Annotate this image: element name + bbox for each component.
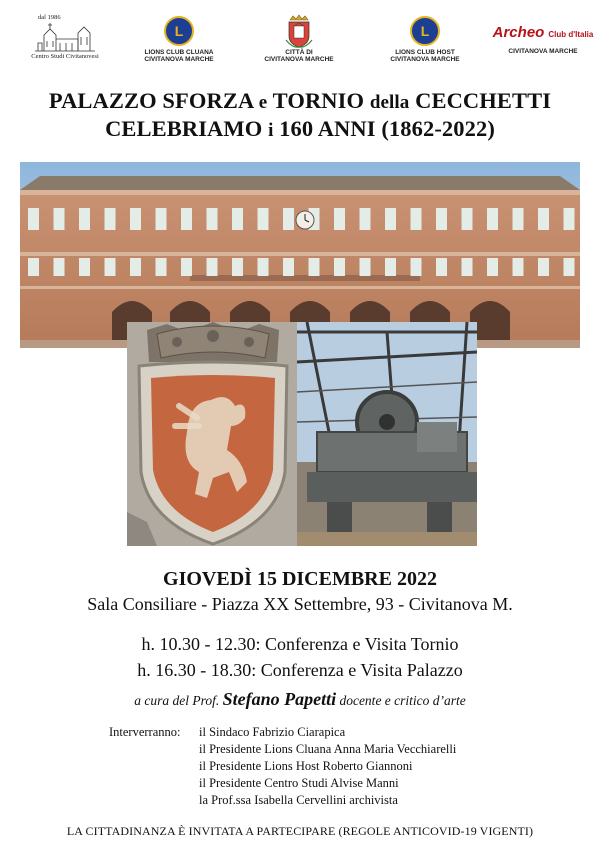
citta-logo: [244, 14, 354, 63]
title-anni: 160 ANNI (1862-2022): [273, 116, 495, 141]
facade-window: [207, 258, 218, 276]
facade-window: [513, 258, 524, 276]
lions-host-name: LIONS CLUB HOST: [395, 49, 455, 56]
speakers-list: [199, 724, 519, 809]
centro-studi-caption: Centro Studi Civitanovesi: [31, 53, 99, 60]
coat-of-arms-photo: [127, 322, 300, 546]
facade-window: [130, 208, 141, 230]
archeo-word: Archeo: [492, 24, 545, 41]
facade-window: [156, 208, 167, 230]
title-line-1: [0, 87, 600, 117]
title-della: della: [369, 92, 410, 113]
speaker-item: il Sindaco Fabrizio Ciarapica: [199, 725, 346, 739]
speakers-label: Interverranno:: [109, 725, 181, 739]
invitation-footer: LA CITTADINANZA È INVITATA A PARTECIPARE (REGOLE ANTICOVID-19 VIGENTI): [66, 824, 534, 838]
facade-window: [232, 208, 243, 230]
centro-studi-since: dal 1986: [38, 14, 61, 21]
lions-cluana-city: CIVITANOVA MARCHE: [144, 56, 214, 63]
facade-window: [79, 258, 90, 276]
speaker-item: il Presidente Lions Host Roberto Giannoni: [199, 759, 413, 773]
facade-window: [181, 258, 192, 276]
lions-cluana-logo: [124, 14, 234, 63]
city-crest-icon: [284, 14, 314, 48]
facade-window: [54, 258, 65, 276]
title-palazzo: PALAZZO SFORZA: [48, 88, 259, 113]
facade-window: [79, 208, 90, 230]
facade-window: [207, 208, 218, 230]
facade-window: [54, 208, 65, 230]
lathe-machine-image: [297, 322, 477, 546]
facade-window: [309, 258, 320, 276]
facade-window: [232, 258, 243, 276]
facade-window: [436, 258, 447, 276]
lions-cluana-name: LIONS CLUB CLUANA: [144, 49, 214, 56]
lion-stemma-image: [127, 322, 300, 546]
facade-window: [28, 258, 39, 276]
palazzo-facade-image: [20, 162, 580, 348]
facade-window: [385, 208, 396, 230]
facade-window: [487, 258, 498, 276]
facade-window: [564, 258, 575, 276]
facade-window: [462, 208, 473, 230]
facade-window: [411, 208, 422, 230]
lions-emblem-icon: [410, 16, 440, 46]
facade-window: [411, 258, 422, 276]
facade-window: [105, 208, 116, 230]
facade-window: [538, 208, 549, 230]
curator-line: [0, 689, 600, 710]
palazzo-sforza-photo: [20, 162, 580, 348]
facade-window: [385, 258, 396, 276]
facade-window: [334, 258, 345, 276]
facade-window: [258, 258, 269, 276]
facade-window: [130, 258, 141, 276]
facade-window: [360, 208, 371, 230]
schedule-afternoon: h. 16.30 - 18.30: Conferenza e Visita Palazzo: [137, 660, 463, 680]
facade-window: [283, 208, 294, 230]
title-tornio: TORNIO: [267, 88, 370, 113]
facade-window: [538, 258, 549, 276]
citta-line1: CITTÀ DI: [285, 49, 313, 56]
tornio-lathe-photo: [297, 322, 477, 546]
event-date: GIOVEDÌ 15 DICEMBRE 2022: [163, 568, 437, 590]
title-celebriamo: CELEBRIAMO: [105, 116, 269, 141]
event-location: Sala Consiliare - Piazza XX Settembre, 93 - Civitanova M.: [87, 594, 513, 614]
title-article: i: [268, 120, 274, 141]
facade-window: [283, 258, 294, 276]
archeo-club-logo: [488, 14, 598, 55]
facade-window: [28, 208, 39, 230]
facade-window: [334, 208, 345, 230]
facade-window: [258, 208, 269, 230]
speaker-item: la Prof.ssa Isabella Cervellini archivista: [199, 793, 398, 807]
church-drawing-icon: [30, 21, 100, 53]
lions-emblem-icon: [164, 16, 194, 46]
centro-studi-logo: [10, 14, 120, 60]
curator-suffix: docente e critico d’arte: [336, 693, 466, 708]
speaker-item: il Presidente Centro Studi Alvise Manni: [199, 776, 399, 790]
speaker-item: il Presidente Lions Cluana Anna Maria Vecchiarelli: [199, 742, 457, 756]
facade-window: [513, 208, 524, 230]
sponsor-logo-row: [0, 14, 600, 70]
lions-host-city: CIVITANOVA MARCHE: [390, 56, 460, 63]
schedule-morning: h. 10.30 - 12.30: Conferenza e Visita Tornio: [141, 634, 459, 654]
facade-window: [564, 208, 575, 230]
title-cecchetti: CECCHETTI: [409, 88, 552, 113]
facade-window: [462, 258, 473, 276]
facade-window: [360, 258, 371, 276]
curator-name: Stefano Papetti: [222, 689, 337, 709]
lions-host-logo: [370, 14, 480, 63]
title-line-2: [0, 115, 600, 145]
facade-window: [436, 208, 447, 230]
facade-window: [181, 208, 192, 230]
citta-line2: CIVITANOVA MARCHE: [264, 56, 334, 63]
facade-window: [156, 258, 167, 276]
facade-window: [487, 208, 498, 230]
archeo-club-text: Club d'Italia: [548, 30, 594, 39]
curator-prefix: a cura del Prof.: [134, 693, 223, 708]
facade-window: [105, 258, 116, 276]
archeo-city: CIVITANOVA MARCHE: [508, 48, 578, 55]
title-conj: e: [258, 92, 268, 113]
